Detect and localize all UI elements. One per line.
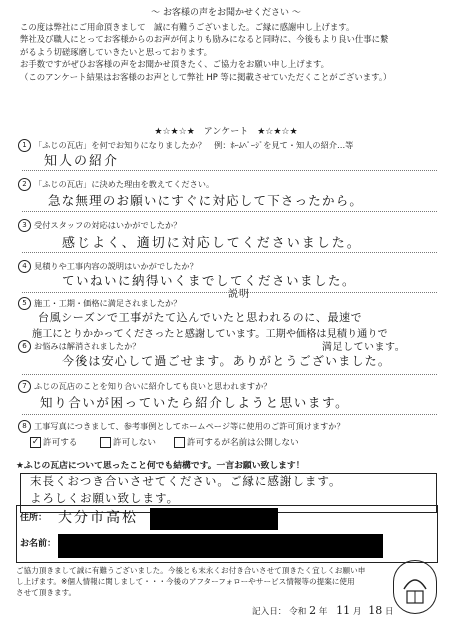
logo-icon bbox=[394, 561, 436, 613]
answer-1[interactable]: 知人の紹介 bbox=[44, 154, 120, 169]
footer-line: させて頂きます。 bbox=[16, 588, 77, 598]
question-number: 5 bbox=[18, 297, 31, 310]
question-text: 「ふじの瓦店」に決めた理由を教えてください。 bbox=[34, 179, 215, 189]
footer-line: し上げます。※個人情報に関しまして・・・今後のアフターフォローやサービス情報等の提案に使用 bbox=[16, 577, 355, 587]
question-number: 7 bbox=[18, 380, 31, 393]
date-year[interactable]: 2 bbox=[309, 604, 317, 617]
redaction-block bbox=[150, 508, 278, 530]
answer-4-note: 説明 bbox=[228, 289, 250, 300]
answer-line bbox=[22, 414, 437, 415]
question-7 bbox=[18, 380, 271, 393]
question-text: お悩みは解消されましたか？ bbox=[34, 341, 141, 351]
date-month[interactable]: 11 bbox=[336, 604, 351, 617]
question-number: 2 bbox=[18, 178, 31, 191]
answer-5-line2[interactable]: 施工にとりかかってくださったと感謝しています。工期や価格は見積り通りで bbox=[32, 329, 388, 340]
permission-option-anonymous[interactable]: 許可するが名前は公開しない bbox=[174, 436, 299, 448]
checkbox[interactable] bbox=[100, 437, 111, 448]
page-header-title: ～ お客様の声をお聞かせください ～ bbox=[151, 8, 301, 18]
answer-2[interactable]: 急な無理のお願いにすぐに対応して下さったから。 bbox=[48, 193, 364, 208]
intro-line: この度は弊社にご用命頂きまして 誠に有難うございました。ご縁に感謝申し上げます。 bbox=[20, 22, 355, 32]
question-number: 4 bbox=[18, 260, 31, 273]
intro-text bbox=[20, 21, 440, 83]
comment-line-1: 末長くおつき合いさせてください。ご縁に感謝します。 bbox=[30, 474, 342, 488]
entry-date bbox=[252, 604, 394, 617]
permission-option-allow[interactable]: ✓ 許可する bbox=[31, 437, 78, 448]
answer-5-line1[interactable]: 台風シーズンで工事がたて込んでいたと思われるのに、最速で bbox=[38, 311, 363, 324]
date-year-unit: 年 bbox=[318, 607, 328, 617]
question-text: 「ふじの瓦店」を何でお知りになりましたか？ 例：ﾎｰﾑﾍﾟｰｼﾞを見て・知人の紹介…等 bbox=[34, 140, 354, 150]
date-day[interactable]: 18 bbox=[368, 604, 383, 617]
question-text: 受付スタッフの対応はいかがでしたか？ bbox=[34, 220, 182, 230]
footer-line: ご協力頂きまして誠に有難うございました。今後とも末永くお付き合いさせて頂きたく宜しくお願い申 bbox=[16, 566, 366, 575]
name-label: お名前： bbox=[20, 539, 57, 549]
intro-line: お手数ですがぜひお客様の声をお聞かせ頂きたく、ご協力をお願い申し上げます。 bbox=[20, 59, 330, 70]
answer-7[interactable]: 知り合いが困っていたら紹介しようと思います。 bbox=[40, 395, 350, 410]
redaction-block bbox=[58, 534, 383, 558]
question-number: 8 bbox=[18, 420, 31, 433]
answer-line bbox=[22, 252, 437, 253]
question-text: 見積りや工事内容の説明はいかがでしたか？ bbox=[34, 261, 198, 271]
footer-text bbox=[16, 565, 386, 599]
answer-4[interactable]: ていねいに納得いくまでしてくださいました。 bbox=[62, 273, 357, 288]
date-month-unit: 月 bbox=[352, 607, 362, 617]
question-text: 工事写真につきまして、参考事例としてホームページ等に使用のご許可頂けますか？ bbox=[34, 421, 345, 431]
question-8 bbox=[18, 420, 345, 433]
date-label: 記入日： bbox=[252, 607, 287, 617]
address-label: 住所： bbox=[20, 513, 48, 523]
question-number: 1 bbox=[18, 139, 31, 152]
date-era: 令和 bbox=[289, 607, 307, 617]
question-text: 施工・工期・価格に満足されましたか？ bbox=[34, 298, 182, 308]
answer-line bbox=[22, 292, 437, 293]
answer-6[interactable]: 今後は安心して過ごせます。ありがとうございました。 bbox=[62, 354, 392, 368]
checkbox-checked[interactable]: ✓ bbox=[31, 437, 40, 447]
survey-title: ★☆★☆★ アンケート ★☆★☆★ bbox=[154, 127, 298, 137]
intro-line: がるよう切磋琢磨していきたいと思っております。 bbox=[20, 46, 212, 57]
question-text: ふじの瓦店のことを知り合いに紹介しても良いと思われますか？ bbox=[34, 381, 272, 391]
answer-3[interactable]: 感じよく、適切に対応してくださいました。 bbox=[62, 236, 362, 251]
question-3 bbox=[18, 219, 181, 232]
answer-line bbox=[22, 374, 437, 375]
question-number: 3 bbox=[18, 219, 31, 232]
permission-option-deny[interactable]: 許可しない bbox=[100, 436, 156, 448]
question-number: 6 bbox=[18, 340, 31, 353]
address-value[interactable]: 大分市高松 bbox=[58, 510, 138, 526]
intro-line: 弊社及び職人にとってお客様からのお声が何よりも励みになると同時に、今後もより良い仕事に繋 bbox=[20, 34, 389, 45]
checkbox[interactable] bbox=[174, 437, 185, 448]
answer-line bbox=[22, 211, 437, 212]
intro-line: （このアンケート結果はお客様のお声として弊社 HP 等に掲載させていただくことがございます。） bbox=[20, 71, 392, 82]
comment-line-2: よろしくお願い致します。 bbox=[30, 491, 180, 505]
date-day-unit: 日 bbox=[384, 607, 394, 617]
comment-label: ★ふじの瓦店について思ったこと何でも結構です。一言お願い致します！ bbox=[16, 461, 305, 471]
question-2 bbox=[18, 178, 214, 191]
answer-line bbox=[22, 170, 437, 171]
company-logo-stamp bbox=[393, 560, 437, 614]
answer-5-tail: 満足しています。 bbox=[322, 342, 406, 353]
